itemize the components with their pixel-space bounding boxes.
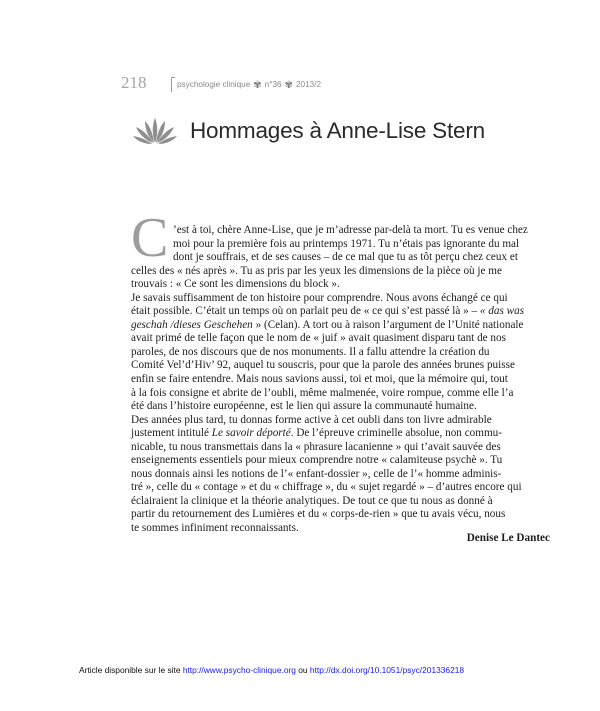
flower-icon: ✾ [253,80,262,91]
text-segment: trouvais : « Ce sont les dimensions du block ». [131,278,340,291]
italic-text: geschah /dieses Geschehen [131,318,253,331]
text-line [131,305,525,319]
text-line [131,508,506,522]
text-line [131,481,522,495]
site-link[interactable]: http://www.psycho-clinique.org [182,665,296,675]
text-line [131,318,524,333]
article-body [131,224,528,536]
text-segment: . De l’épreuve criminelle absolue, non commu- [290,427,502,440]
text-line [131,386,514,401]
text-line [131,278,470,292]
issue-year: 2013/2 [296,80,322,89]
text-segment: moi pour la première fois au printemps 1971. Tu n’étais pas ignorante du mal [173,237,520,250]
text-segment: te sommes infiniment reconnaissants. [131,522,299,535]
text-segment: était possible. C’était un temps où on parlait peu de « ce qui s’est passé là » – [131,305,480,318]
text-line [131,413,492,428]
leaf-fan-icon [132,117,178,147]
drop-cap: C [131,207,169,269]
text-segment: avait primé de telle façon que le nom de « juif » avait quasiment disparu tant de nos [131,332,506,345]
text-segment: été dans l’histoire européenne, est le lien qui assure la communauté humaine. [131,400,477,413]
text-line [131,454,503,468]
text-line [131,291,508,306]
author-signature: Denise Le Dantec [466,532,550,544]
footer-middle: ou [295,665,310,675]
text-segment: Comité Vel’d’Hiv’ 92, auquel tu souscris, pour que la parole des années brunes puisse [131,359,515,372]
text-line [131,427,502,441]
text-segment: enfin se faire entendre. Mais nous savions aussi, toi et moi, que la mémoire qui, tout [131,373,508,386]
text-segment: ’est à toi, chère Anne-Lise, que je m’adresse par-delà ta mort. Tu es venue chez [173,224,528,236]
text-line [131,494,493,509]
text-segment: celles des « nés après ». Tu as pris par les yeux les dimensions de la pièce où je me [131,264,502,277]
text-segment: dont je souffrais, et de ses causes – de ce mal que tu as tôt perçu chez ceux et [173,251,518,264]
text-line [131,224,528,238]
text-line [131,332,506,346]
text-line [131,373,508,387]
text-line [131,251,518,265]
issue-number: n°36 [264,80,282,89]
text-segment: éclairaient la clinique et la théorie analytiques. De tout ce que tu nous as donné à [131,494,493,507]
text-line [131,467,502,482]
journal-reference [177,80,321,91]
text-segment: partir du retournement des Lumières et du « corps-de-rien » que tu avais vécu, nous [131,508,506,521]
text-line [131,359,515,373]
page-number: 218 [121,73,147,92]
footer-prefix: Article disponible sur le site [79,665,183,675]
text-segment: » (Celan). A tort ou à raison l’argument de l’Unité nationale [252,318,524,331]
article-availability-footer [79,665,464,675]
text-line [131,264,502,279]
text-segment: enseignements essentiels pour mieux comprendre notre « calamiteuse psychè ». Tu [131,454,503,467]
bracket-mark [171,77,175,92]
flower-icon: ✾ [284,80,293,91]
doi-link[interactable]: http://dx.doi.org/10.1051/psyc/201336218 [309,665,465,675]
text-segment: paroles, de nos discours que de nos monuments. Il a fallu attendre la création du [131,345,490,358]
italic-text: Le savoir déporté [211,427,291,440]
text-segment: tré », celle du « contage » et du « chiffrage », du « sujet regardé » – d’autres encore qui [131,481,522,494]
italic-text: « das was [479,305,525,318]
text-line [131,440,501,455]
text-segment: justement intitulé [131,427,212,440]
section-title: Hommages à Anne-Lise Stern [190,118,485,143]
text-segment: nous donnais ainsi les notions de l’« enfant-dossier », celle de l’« homme adminis- [131,467,502,480]
text-segment: Je savais suffisamment de ton histoire pour comprendre. Nous avons échangé ce qui [131,291,508,304]
text-segment: nicable, tu nous transmettais dans la « phrasure lacanienne » qui t’avait sauvée des [131,440,501,453]
journal-name: psychologie clinique [177,80,251,89]
text-segment: à la fois consigne et abrite de l’oubli, même malmenée, voire rompue, comme elle l’a [131,386,514,399]
text-line [131,237,520,252]
text-segment: Des années plus tard, tu donnas forme active à cet oubli dans ton livre admirable [131,413,492,426]
text-line [131,345,490,360]
text-line [131,400,477,414]
